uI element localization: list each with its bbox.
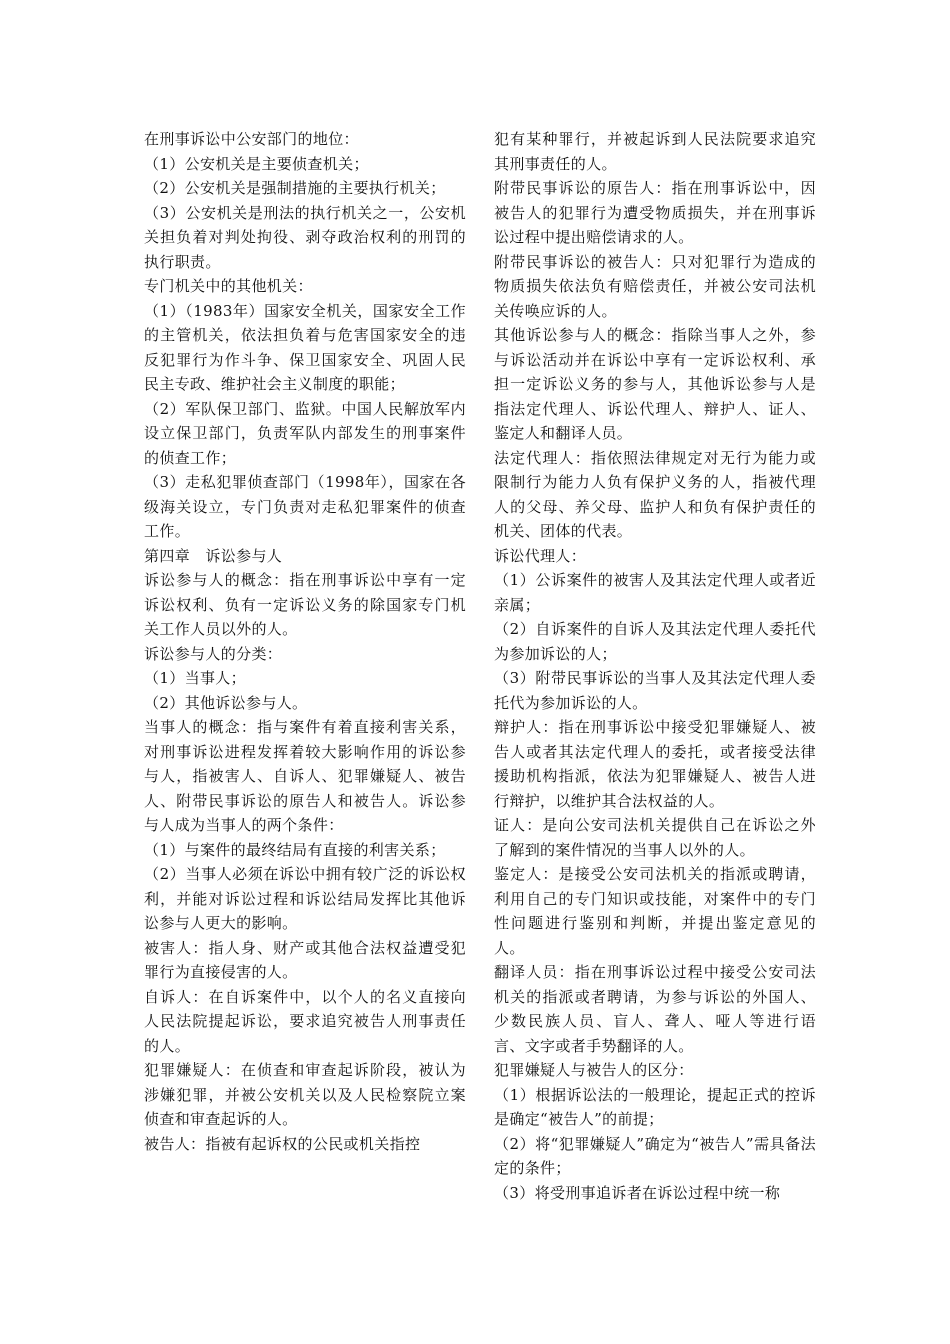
paragraph: 诉讼代理人：: [494, 546, 587, 565]
paragraph: 犯罪嫌疑人与被告人的区分：: [494, 1061, 694, 1079]
paragraph: （1）当事人；: [144, 669, 246, 687]
paragraph: （1）与案件的最终结局有直接的利害关系；: [144, 840, 446, 859]
paragraph: 法定代理人：指依照法律规定对无行为能力或限制行为能力人负有保护义务的人，指被代理人的父母、养父母、监护人和负有保护责任的机关、团体的代表。: [494, 448, 816, 540]
paragraph: 自诉人：在自诉案件中，以个人的名义直接向人民法院提起诉讼，要求追究被告人刑事责任的人。: [144, 987, 466, 1055]
paragraph: 诉讼参与人的概念：指在刑事诉讼中享有一定诉讼权利、负有一定诉讼义务的除国家专门机关工作人员以外的人。: [144, 571, 466, 638]
paragraph: （1）公安机关是主要侦查机关；: [144, 154, 369, 173]
paragraph: （2）当事人必须在诉讼中拥有较广泛的诉讼权利，并能对诉讼过程和诉讼结局发挥比其他诉讼参与人更大的影响。: [144, 865, 466, 932]
paragraph: 诉讼参与人的分类：: [144, 644, 283, 663]
paragraph: （2）将“犯罪嫌疑人”确定为“被告人”需具备法定的条件；: [494, 1134, 816, 1177]
paragraph: （3）走私犯罪侦查部门（1998年），国家在各级海关设立，专门负责对走私犯罪案件的侦查工作。: [144, 473, 466, 540]
paragraph: 其他诉讼参与人的概念：指除当事人之外，参与诉讼活动并在诉讼中享有一定诉讼权利、承担一定诉讼义务的参与人，其他诉讼参与人是指法定代理人、诉讼代理人、辩护人、证人、鉴定人和翻译人员。: [494, 326, 816, 442]
paragraph: （1）根据诉讼法的一般理论，提起正式的控诉是确定“被告人”的前提；: [494, 1085, 816, 1128]
paragraph: 在刑事诉讼中公安部门的地位：: [144, 130, 359, 148]
left-column: [144, 127, 466, 1156]
paragraph: （3）将受刑事追诉者在诉讼过程中统一称: [494, 1183, 781, 1202]
paragraph: 鉴定人：是接受公安司法机关的指派或聘请，利用自己的专门知识或技能，对案件中的专门性问题进行鉴别和判断，并提出鉴定意见的人。: [494, 865, 816, 957]
paragraph: （1）公诉案件的被害人及其法定代理人或者近亲属；: [494, 571, 816, 614]
chapter-heading: 第四章 诉讼参与人: [144, 546, 283, 565]
paragraph: 翻译人员：指在刑事诉讼过程中接受公安司法机关的指派或者聘请，为参与诉讼的外国人、少数民族人员、盲人、聋人、哑人等进行语言、文字或者手势翻译的人。: [494, 963, 816, 1055]
paragraph: 证人：是向公安司法机关提供自己在诉讼之外了解到的案件情况的当事人以外的人。: [494, 816, 816, 859]
paragraph: （3）附带民事诉讼的当事人及其法定代理人委托代为参加诉讼的人。: [494, 669, 816, 712]
paragraph: 专门机关中的其他机关：: [144, 277, 313, 295]
right-column: [494, 127, 816, 1205]
paragraph: 犯有某种罪行，并被起诉到人民法院要求追究其刑事责任的人。: [494, 130, 816, 173]
paragraph: （3）公安机关是刑法的执行机关之一，公安机关担负着对判处拘役、剥夺政治权利的刑罚的执行职责。: [144, 203, 466, 271]
paragraph: 当事人的概念：指与案件有着直接利害关系，对刑事诉讼进程发挥着较大影响作用的诉讼参与人，指被害人、自诉人、犯罪嫌疑人、被告人、附带民事诉讼的原告人和被告人。诉讼参与人成为当事人的两个条件：: [144, 718, 466, 834]
paragraph: （2）军队保卫部门、监狱。中国人民解放军内设立保卫部门，负责军队内部发生的刑事案件的侦查工作；: [144, 399, 466, 467]
paragraph: 辩护人：指在刑事诉讼中接受犯罪嫌疑人、被告人或者其法定代理人的委托，或者接受法律援助机构指派，依法为犯罪嫌疑人、被告人进行辩护，以维护其合法权益的人。: [494, 718, 816, 810]
paragraph: （1）（1983年）国家安全机关，国家安全工作的主管机关，依法担负着与危害国家安全的违反犯罪行为作斗争、保卫国家安全、巩固人民民主专政、维护社会主义制度的职能；: [144, 301, 466, 393]
paragraph: （2）自诉案件的自诉人及其法定代理人委托代为参加诉讼的人；: [494, 620, 816, 663]
paragraph: （2）其他诉讼参与人。: [144, 693, 308, 712]
paragraph: 犯罪嫌疑人：在侦查和审查起诉阶段，被认为涉嫌犯罪，并被公安机关以及人民检察院立案侦查和审查起诉的人。: [144, 1061, 466, 1128]
paragraph: 被告人：指被有起诉权的公民或机关指控: [144, 1134, 421, 1153]
paragraph: 附带民事诉讼的被告人：只对犯罪行为造成的物质损失依法负有赔偿责任，并被公安司法机关传唤应诉的人。: [494, 252, 816, 320]
paragraph: 附带民事诉讼的原告人：指在刑事诉讼中，因被告人的犯罪行为遭受物质损失，并在刑事诉讼过程中提出赔偿请求的人。: [494, 179, 816, 246]
paragraph: 被害人：指人身、财产或其他合法权益遭受犯罪行为直接侵害的人。: [144, 938, 466, 981]
paragraph: （2）公安机关是强制措施的主要执行机关；: [144, 179, 446, 197]
